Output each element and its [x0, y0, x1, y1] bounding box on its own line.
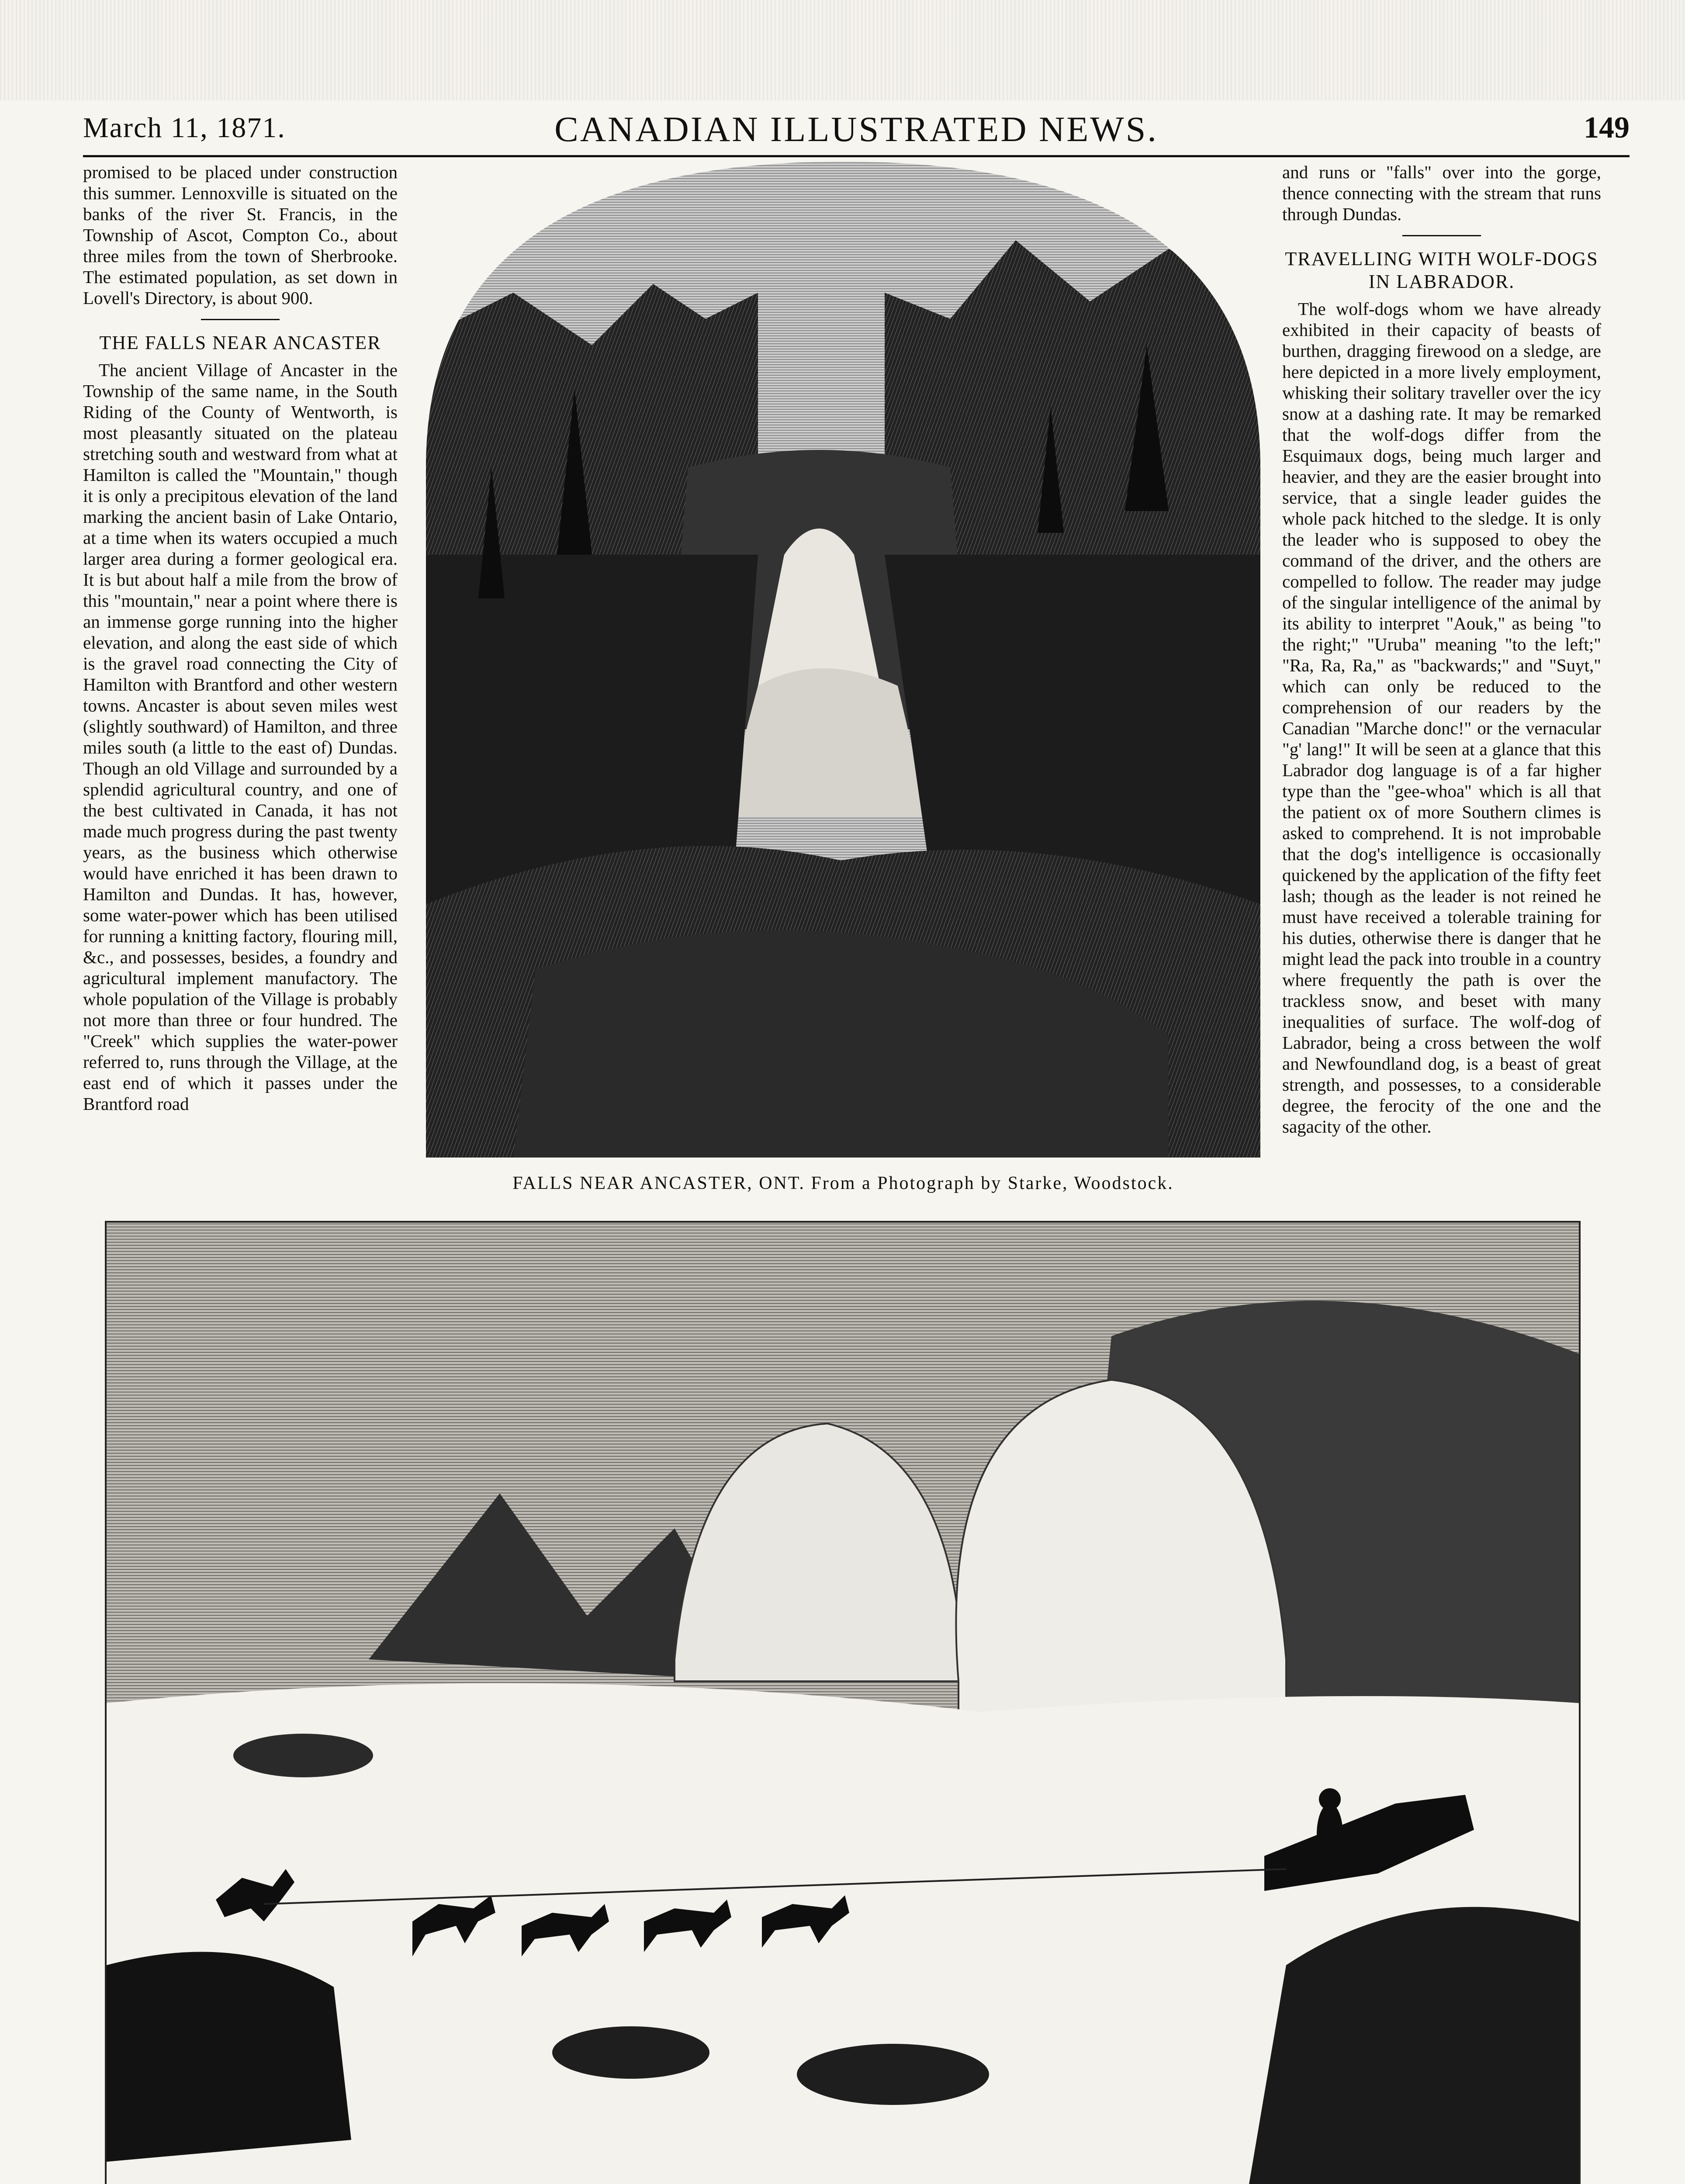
- labrador-engraving: [105, 1221, 1581, 2184]
- left-column: [83, 162, 398, 1120]
- section-divider: [201, 319, 280, 320]
- labrador-article-heading: TRAVELLING WITH WOLF-DOGS IN LABRADOR.: [1285, 248, 1599, 292]
- continued-paragraph: and runs or "falls" over into the gorge, thence connecting with the stream that runs through Dundas.: [1282, 162, 1601, 224]
- right-column: [1282, 162, 1601, 1143]
- newspaper-title: CANADIAN ILLUSTRATED NEWS.: [554, 109, 1158, 149]
- section-divider: [1402, 235, 1481, 236]
- falls-engraving: [426, 162, 1260, 1158]
- intro-paragraph: promised to be placed under construction this summer. Lennoxville is situated on the banks of the river St. Francis, in the Township of Ascot, Compton Co., about three miles from the town of Sherbrooke. The estimated population, as set down in Lovell's Directory, is about 900.: [83, 162, 398, 308]
- labrador-article-paragraph: The wolf-dogs whom we have already exhibited in their capacity of beasts of burthen, dragging firewood on a sledge, are here depicted in a more lively employment, whisking their solitary traveller over the icy snow at a dashing rate. It may be remarked that the wolf-dogs differ from the Esquimaux dogs, being much larger and heavier, and they are the easier brought into service, that a single leader guides the whole pack hitched to the sledge. It is only the leader who is supposed to obey the command of the driver, and the others are compelled to follow. The reader may judge of the singular intelligence of the animal by its ability to interpret "Aouk," as being "to the right;" "Uruba" meaning "to the left;" "Ra, Ra, Ra," as "backwards;" and "Suyt," which can only be reduced to the comprehension of our readers by the Canadian "Marche donc!" or the vernacular "g' lang!" It will be seen at a glance that this Labrador dog language is of a far higher type than the "gee-whoa" which is all that the patient ox of more Southern climes is asked to comprehend. It is not improbable that the dog's intelligence is occasionally quickened by the application of the fifty feet lash; though as the leader is not reined he must have received a tolerable training for his duties, otherwise there is danger that he might lead the pack into trouble in a country where frequently the path is over the trackless snow, and beset with many inequalities of surface. The wolf-dog of Labrador, being a cross between the wolf and Newfoundland dog, is a beast of great strength, and possesses, to a considerable degree, the ferocity of the one and the sagacity of the other.: [1282, 299, 1601, 1137]
- ancaster-article-paragraph: The ancient Village of Ancaster in the Township of the same name, in the South Riding of the County of Wentworth, is most pleasantly situated on the plateau stretching south and westward from what at Hamilton is called the "Mountain," though it is only a precipitous elevation of the land marking the ancient basin of Lake Ontario, at a time when its waters occupied a much larger area during a former geological era. It is but about half a mile from the brow of this "mountain," near a point where there is an immense gorge running into the higher elevation, and along the east side of which is the gravel road connecting the City of Hamilton with Brantford and other western towns. Ancaster is about seven miles west (slightly southward) of Hamilton, and three miles south (a little to the east of) Dundas. Though an old Village and surrounded by a splendid agricultural country, and one of the best cultivated in Canada, it has not made much progress during the past twenty years, as the business which otherwise would have enriched it has been drawn to Hamilton and Dundas. It has, however, some water-power which has been utilised for running a knitting factory, flouring mill, &c., and possesses, besides, a foundry and agricultural implement manufactory. The whole population of the Village is probably not more than three or four hundred. The "Creek" which supplies the water-power referred to, runs through the Village, at the east end of which it passes under the Brantford road: [83, 360, 398, 1114]
- falls-caption: FALLS NEAR ANCASTER, ONT. From a Photograph by Starke, Woodstock.: [512, 1173, 1174, 1193]
- top-margin-texture: [0, 0, 1685, 100]
- page-header: [83, 107, 1630, 157]
- ancaster-article-heading: THE FALLS NEAR ANCASTER: [99, 332, 381, 353]
- page-number: 149: [1584, 111, 1630, 145]
- issue-date: March 11, 1871.: [83, 112, 286, 144]
